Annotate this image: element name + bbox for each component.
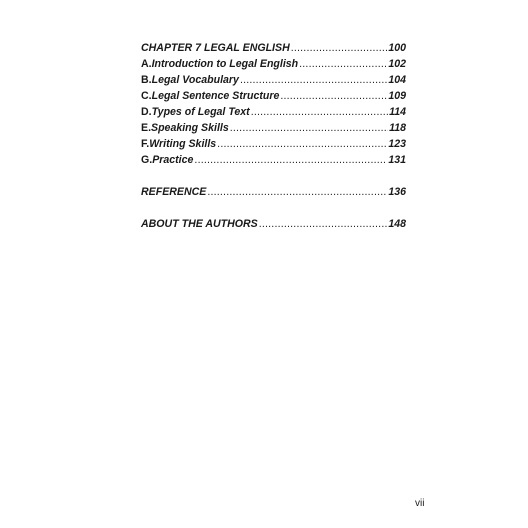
toc-entry-title: Types of Legal Text: [151, 106, 250, 118]
toc-entry-section-a[interactable]: [141, 56, 406, 72]
toc-entry-about-authors[interactable]: [141, 216, 406, 232]
dot-leader: [207, 184, 387, 200]
toc-entry-page: 102: [388, 58, 406, 70]
toc-entry-section-c[interactable]: [141, 88, 406, 104]
toc-entry-title: ABOUT THE AUTHORS: [141, 218, 258, 230]
toc-entry-title: Introduction to Legal English: [151, 58, 299, 70]
toc-entry-page: 100: [388, 42, 406, 54]
toc-entry-section-b[interactable]: [141, 72, 406, 88]
page-number: vii: [415, 498, 425, 509]
toc-entry-page: 148: [388, 218, 406, 230]
toc-entry-title: Practice: [152, 154, 194, 166]
toc-entry-reference[interactable]: [141, 184, 406, 200]
toc-entry-title: Writing Skills: [149, 138, 217, 150]
toc-entry-letter: F.: [141, 138, 150, 150]
toc-entry-page: 104: [388, 74, 406, 86]
toc-entry-title: Legal Sentence Structure: [151, 90, 280, 102]
toc-entry-page: 118: [389, 122, 406, 134]
toc-entry-page: 114: [389, 106, 406, 118]
toc-entry-title: CHAPTER 7 LEGAL ENGLISH: [141, 42, 290, 54]
dot-leader: [194, 152, 387, 168]
toc-entry-chapter-7[interactable]: [141, 40, 406, 56]
dot-leader: [299, 56, 387, 72]
dot-leader: [280, 88, 387, 104]
dot-leader: [259, 216, 388, 232]
toc-entry-page: 123: [388, 138, 406, 150]
toc-entry-letter: D.: [141, 106, 152, 118]
toc-entry-page: 131: [388, 154, 406, 166]
toc-entry-letter: A.: [141, 58, 152, 70]
toc-entry-section-g[interactable]: [141, 152, 406, 168]
toc-entry-letter: G.: [141, 154, 153, 166]
table-of-contents: [141, 40, 406, 232]
dot-leader: [230, 120, 388, 136]
toc-entry-section-e[interactable]: [141, 120, 406, 136]
toc-entry-letter: B.: [141, 74, 152, 86]
dot-leader: [291, 40, 388, 56]
dot-leader: [251, 104, 388, 120]
toc-entry-letter: E.: [141, 122, 152, 134]
toc-entry-page: 109: [388, 90, 406, 102]
dot-leader: [240, 72, 387, 88]
toc-entry-title: REFERENCE: [141, 186, 207, 198]
toc-entry-title: Speaking Skills: [151, 122, 229, 134]
toc-entry-title: Legal Vocabulary: [151, 74, 239, 86]
toc-entry-section-d[interactable]: [141, 104, 406, 120]
toc-entry-section-f[interactable]: [141, 136, 406, 152]
toc-entry-page: 136: [388, 186, 406, 198]
dot-leader: [217, 136, 387, 152]
toc-entry-letter: C.: [141, 90, 152, 102]
